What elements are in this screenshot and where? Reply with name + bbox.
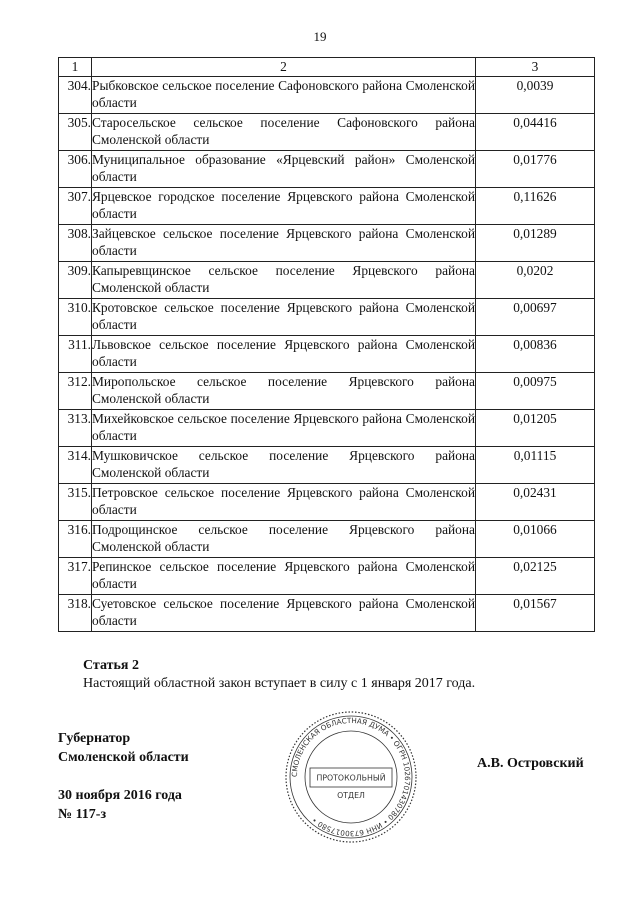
signing-date: 30 ноября 2016 года xyxy=(58,788,182,803)
coefficient-value: 0,00697 xyxy=(476,299,595,336)
coefficient-value: 0,00836 xyxy=(476,336,595,373)
table-row xyxy=(59,77,595,114)
row-number: 309. xyxy=(59,262,92,299)
municipality-name: Михейковское сельское поселение Ярцевского района Смоленской области xyxy=(92,410,476,447)
header-col-1: 1 xyxy=(59,58,92,77)
table-body xyxy=(59,77,595,632)
table-row xyxy=(59,336,595,373)
row-number: 305. xyxy=(59,114,92,151)
allocation-table xyxy=(58,57,595,632)
municipality-name: Кротовское сельское поселение Ярцевского района Смоленской области xyxy=(92,299,476,336)
table-row xyxy=(59,558,595,595)
municipality-name: Репинское сельское поселение Ярцевского района Смоленской области xyxy=(92,558,476,595)
municipality-name: Зайцевское сельское поселение Ярцевского района Смоленской области xyxy=(92,225,476,262)
coefficient-value: 0,02125 xyxy=(476,558,595,595)
table-row xyxy=(59,447,595,484)
municipality-name: Рыбковское сельское поселение Сафоновского района Смоленской области xyxy=(92,77,476,114)
coefficient-value: 0,01776 xyxy=(476,151,595,188)
governor-name: А.В. Островский xyxy=(477,756,584,771)
table-row xyxy=(59,410,595,447)
row-number: 318. xyxy=(59,595,92,632)
municipality-name: Старосельское сельское поселение Сафоновского района Смоленской области xyxy=(92,114,476,151)
table-row xyxy=(59,521,595,558)
row-number: 311. xyxy=(59,336,92,373)
governor-title xyxy=(58,729,189,767)
coefficient-value: 0,01567 xyxy=(476,595,595,632)
municipality-name: Суетовское сельское поселение Ярцевского района Смоленской области xyxy=(92,595,476,632)
coefficient-value: 0,01066 xyxy=(476,521,595,558)
coefficient-value: 0,01205 xyxy=(476,410,595,447)
coefficient-value: 0,11626 xyxy=(476,188,595,225)
row-number: 316. xyxy=(59,521,92,558)
municipality-name: Петровское сельское поселение Ярцевского района Смоленской области xyxy=(92,484,476,521)
municipality-name: Мушковичское сельское поселение Ярцевского района Смоленской области xyxy=(92,447,476,484)
article-text: Настоящий областной закон вступает в силу с 1 января 2017 года. xyxy=(83,676,476,691)
table-row xyxy=(59,262,595,299)
table-row xyxy=(59,373,595,410)
row-number: 308. xyxy=(59,225,92,262)
coefficient-value: 0,01115 xyxy=(476,447,595,484)
official-seal-stamp xyxy=(284,710,418,844)
row-number: 317. xyxy=(59,558,92,595)
page-number: 19 xyxy=(313,29,327,44)
header-col-3: 3 xyxy=(476,58,595,77)
row-number: 313. xyxy=(59,410,92,447)
seal-ring-text: СМОЛЕНСКАЯ ОБЛАСТНАЯ ДУМА • ОГРН 1026701430780 • ИНН 6730017580 • xyxy=(289,715,413,839)
coefficient-value: 0,0039 xyxy=(476,77,595,114)
header-col-2: 2 xyxy=(92,58,476,77)
table-header-row xyxy=(59,58,595,77)
table-row xyxy=(59,225,595,262)
municipality-name: Ярцевское городское поселение Ярцевского района Смоленской области xyxy=(92,188,476,225)
municipality-name: Капыревщинское сельское поселение Ярцевского района Смоленской области xyxy=(92,262,476,299)
seal-center-line1: ПРОТОКОЛЬНЫЙ xyxy=(316,773,386,783)
governor-title-line2: Смоленской области xyxy=(58,750,189,765)
row-number: 304. xyxy=(59,77,92,114)
article-title: Статья 2 xyxy=(83,658,139,673)
table-row xyxy=(59,114,595,151)
coefficient-value: 0,02431 xyxy=(476,484,595,521)
coefficient-value: 0,00975 xyxy=(476,373,595,410)
coefficient-value: 0,04416 xyxy=(476,114,595,151)
table-row xyxy=(59,299,595,336)
row-number: 312. xyxy=(59,373,92,410)
law-number: № 117-з xyxy=(58,807,107,822)
row-number: 307. xyxy=(59,188,92,225)
governor-title-line1: Губернатор xyxy=(58,731,131,746)
table-row xyxy=(59,595,595,632)
row-number: 306. xyxy=(59,151,92,188)
municipality-name: Миропольское сельское поселение Ярцевского района Смоленской области xyxy=(92,373,476,410)
seal-center-line2: ОТДЕЛ xyxy=(337,791,365,800)
row-number: 315. xyxy=(59,484,92,521)
municipality-name: Подрощинское сельское поселение Ярцевского района Смоленской области xyxy=(92,521,476,558)
table-row xyxy=(59,151,595,188)
signing-block xyxy=(58,786,182,824)
table-row xyxy=(59,484,595,521)
municipality-name: Львовское сельское поселение Ярцевского района Смоленской области xyxy=(92,336,476,373)
coefficient-value: 0,0202 xyxy=(476,262,595,299)
row-number: 314. xyxy=(59,447,92,484)
table-row xyxy=(59,188,595,225)
coefficient-value: 0,01289 xyxy=(476,225,595,262)
row-number: 310. xyxy=(59,299,92,336)
municipality-name: Муниципальное образование «Ярцевский район» Смоленской области xyxy=(92,151,476,188)
